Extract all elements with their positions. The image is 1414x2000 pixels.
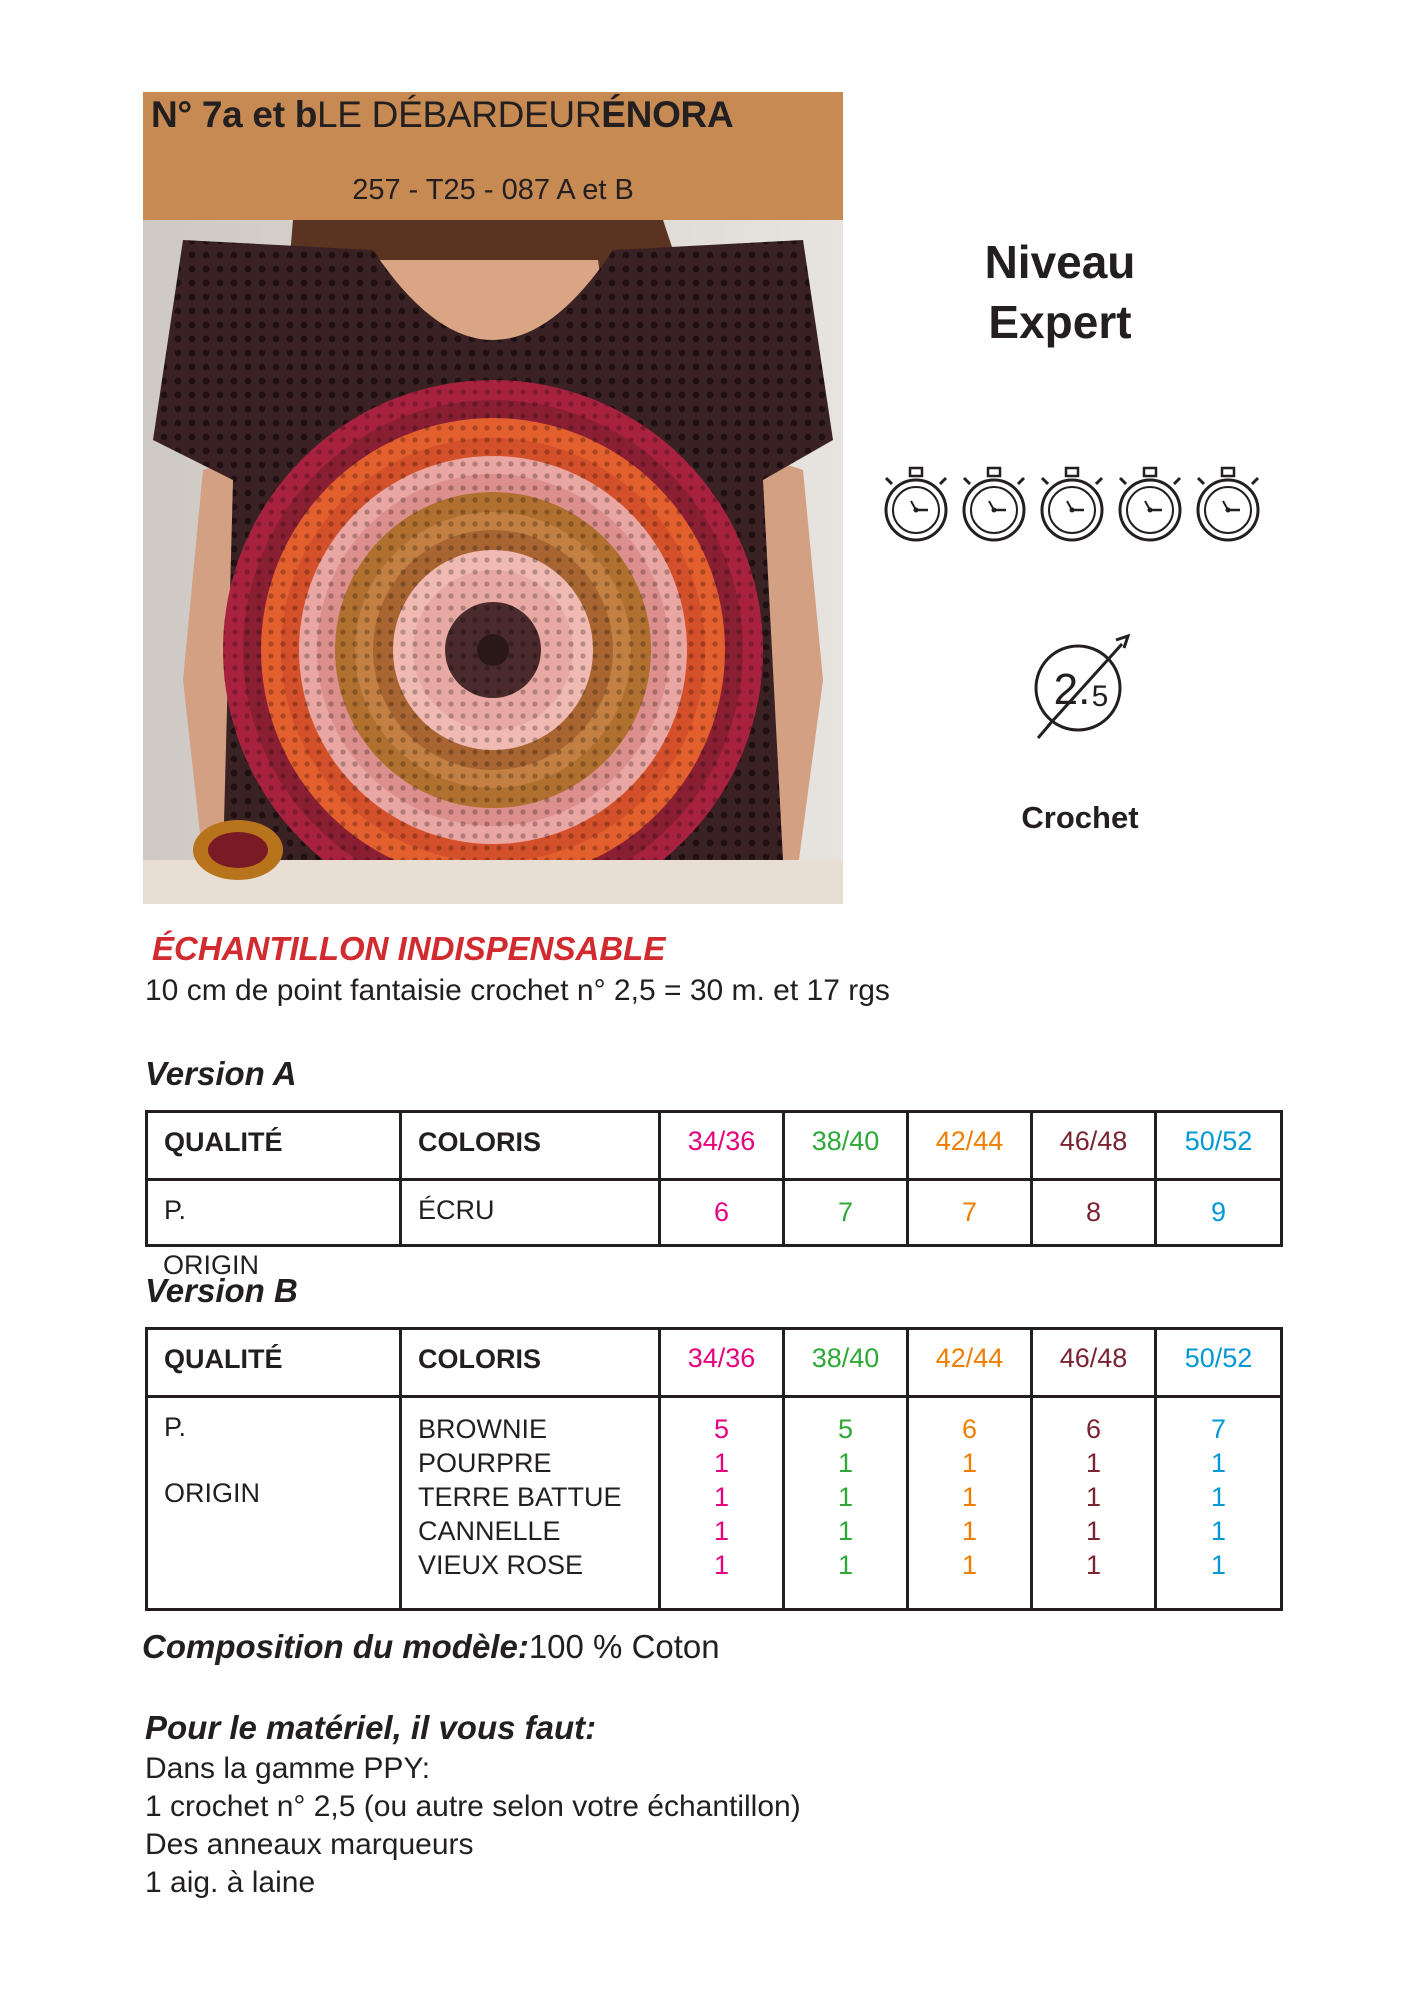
version-b-title: Version B [145, 1272, 298, 1309]
garment-name: LE DÉBARDEUR [317, 94, 602, 135]
colors-header: COLORIS [401, 1329, 660, 1397]
quantity-value: 1 [1210, 1516, 1227, 1546]
gauge-text: 10 cm de point fantaisie crochet n° 2,5 = 30 m. et 17 rgs [145, 974, 890, 1007]
table-header-row [147, 1112, 1282, 1180]
quantity-value: 1 [961, 1550, 978, 1580]
color-name: VIEUX ROSE [418, 1550, 584, 1580]
quality-line: P. [164, 1412, 187, 1442]
quantity-value: 1 [713, 1482, 730, 1512]
size-header: 42/44 [908, 1112, 1032, 1180]
quantity-cell [1156, 1397, 1282, 1610]
version-a-quality-overflow: ORIGIN [163, 1250, 260, 1280]
quantity-value: 1 [961, 1482, 978, 1512]
quantity-cell: 9 [1156, 1180, 1282, 1246]
table-header-row [147, 1329, 1282, 1397]
stopwatch-row [882, 460, 1262, 550]
tool-label: Crochet [1021, 800, 1139, 835]
quantity-value: 1 [837, 1448, 854, 1478]
composition-value: 100 % Coton [528, 1628, 720, 1665]
size-header: 50/52 [1156, 1112, 1282, 1180]
quality-header: QUALITÉ [147, 1329, 401, 1397]
quantity-value: 1 [1085, 1550, 1102, 1580]
quantity-cell [660, 1397, 784, 1610]
quantity-cell [908, 1397, 1032, 1610]
stopwatch-icon [964, 468, 1024, 540]
color-name: TERRE BATTUE [418, 1482, 622, 1512]
stopwatch-icon [886, 468, 946, 540]
color-cell: ÉCRU [401, 1180, 660, 1246]
pattern-reference: 257 - T25 - 087 A et B [352, 174, 634, 206]
stopwatch-icon [1198, 468, 1258, 540]
quantity-cell: 6 [660, 1180, 784, 1246]
quantity-value: 1 [961, 1448, 978, 1478]
quantity-list [1157, 1398, 1280, 1582]
quantity-list [661, 1398, 782, 1582]
color-name: POURPRE [418, 1448, 552, 1478]
quality-cell [147, 1397, 401, 1610]
materials-line: Dans la gamme PPY: [145, 1752, 431, 1785]
hook-size-main: 2. [1053, 665, 1091, 714]
quantity-value: 1 [713, 1516, 730, 1546]
materials-section [145, 1708, 801, 1902]
materials-line: 1 crochet n° 2,5 (ou autre selon votre échantillon) [145, 1790, 801, 1823]
quantity-cell: 8 [1032, 1180, 1156, 1246]
quantity-value: 7 [1210, 1414, 1227, 1444]
materials-line: Des anneaux marqueurs [145, 1828, 474, 1861]
version-b-table [145, 1327, 1283, 1611]
quantity-value: 6 [1085, 1414, 1102, 1444]
size-header: 42/44 [908, 1329, 1032, 1397]
size-header: 38/40 [784, 1112, 908, 1180]
title-band [143, 92, 843, 220]
quantity-value: 5 [837, 1414, 854, 1444]
composition-label: Composition du modèle: [142, 1628, 529, 1665]
crochet-top-photo [143, 220, 843, 904]
color-cell [401, 1397, 660, 1610]
cover-block [143, 92, 843, 904]
quantity-value: 6 [961, 1414, 978, 1444]
level-label: Niveau [984, 236, 1136, 288]
version-a-title: Version A [145, 1055, 297, 1092]
quantity-value: 1 [1210, 1550, 1227, 1580]
pattern-title [151, 94, 733, 136]
level-value: Expert [988, 296, 1132, 348]
skill-level [880, 232, 1240, 352]
size-header: 46/48 [1032, 1329, 1156, 1397]
quantity-cell [1032, 1397, 1156, 1610]
color-name: CANNELLE [418, 1516, 561, 1546]
quality-cell: P. [147, 1180, 401, 1246]
size-header: 50/52 [1156, 1329, 1282, 1397]
quantity-cell [784, 1397, 908, 1610]
quantity-value: 1 [1085, 1516, 1102, 1546]
stopwatch-icon [1042, 468, 1102, 540]
quantity-value: 1 [837, 1482, 854, 1512]
quantity-value: 1 [1210, 1448, 1227, 1478]
hook-size-small: 5 [1091, 680, 1109, 713]
quantity-cell: 7 [784, 1180, 908, 1246]
size-header: 34/36 [660, 1112, 784, 1180]
quantity-value: 1 [837, 1550, 854, 1580]
quantity-value: 1 [1085, 1448, 1102, 1478]
size-header: 46/48 [1032, 1112, 1156, 1180]
quantity-list [785, 1398, 906, 1582]
color-name: BROWNIE [418, 1414, 548, 1444]
model-name: ÉNORA [601, 94, 734, 135]
quantity-value: 1 [1210, 1482, 1227, 1512]
quantity-list [1033, 1398, 1154, 1582]
quantity-value: 5 [713, 1414, 730, 1444]
quantity-list [909, 1398, 1030, 1582]
quantity-value: 1 [713, 1448, 730, 1478]
materials-line: 1 aig. à laine [145, 1866, 316, 1899]
colors-header: COLORIS [401, 1112, 660, 1180]
composition [142, 1628, 720, 1666]
gauge-title: ÉCHANTILLON INDISPENSABLE [152, 930, 666, 967]
photo-illustration [143, 220, 843, 904]
quantity-value: 1 [713, 1550, 730, 1580]
difficulty-rating [882, 460, 1262, 550]
crochet-hook-icon [1020, 626, 1140, 746]
size-header: 34/36 [660, 1329, 784, 1397]
quantity-cell: 7 [908, 1180, 1032, 1246]
quality-line: ORIGIN [164, 1478, 261, 1508]
materials-title: Pour le matériel, il vous faut: [145, 1709, 597, 1746]
quality-header: QUALITÉ [147, 1112, 401, 1180]
color-list [418, 1412, 658, 1582]
version-a-table [145, 1110, 1283, 1247]
table-row [147, 1397, 1282, 1610]
pattern-number: N° 7a et b [151, 94, 318, 135]
quantity-value: 1 [961, 1516, 978, 1546]
size-header: 38/40 [784, 1329, 908, 1397]
quantity-value: 1 [1085, 1482, 1102, 1512]
quantity-value: 1 [837, 1516, 854, 1546]
stopwatch-icon [1120, 468, 1180, 540]
table-row [147, 1180, 1282, 1246]
